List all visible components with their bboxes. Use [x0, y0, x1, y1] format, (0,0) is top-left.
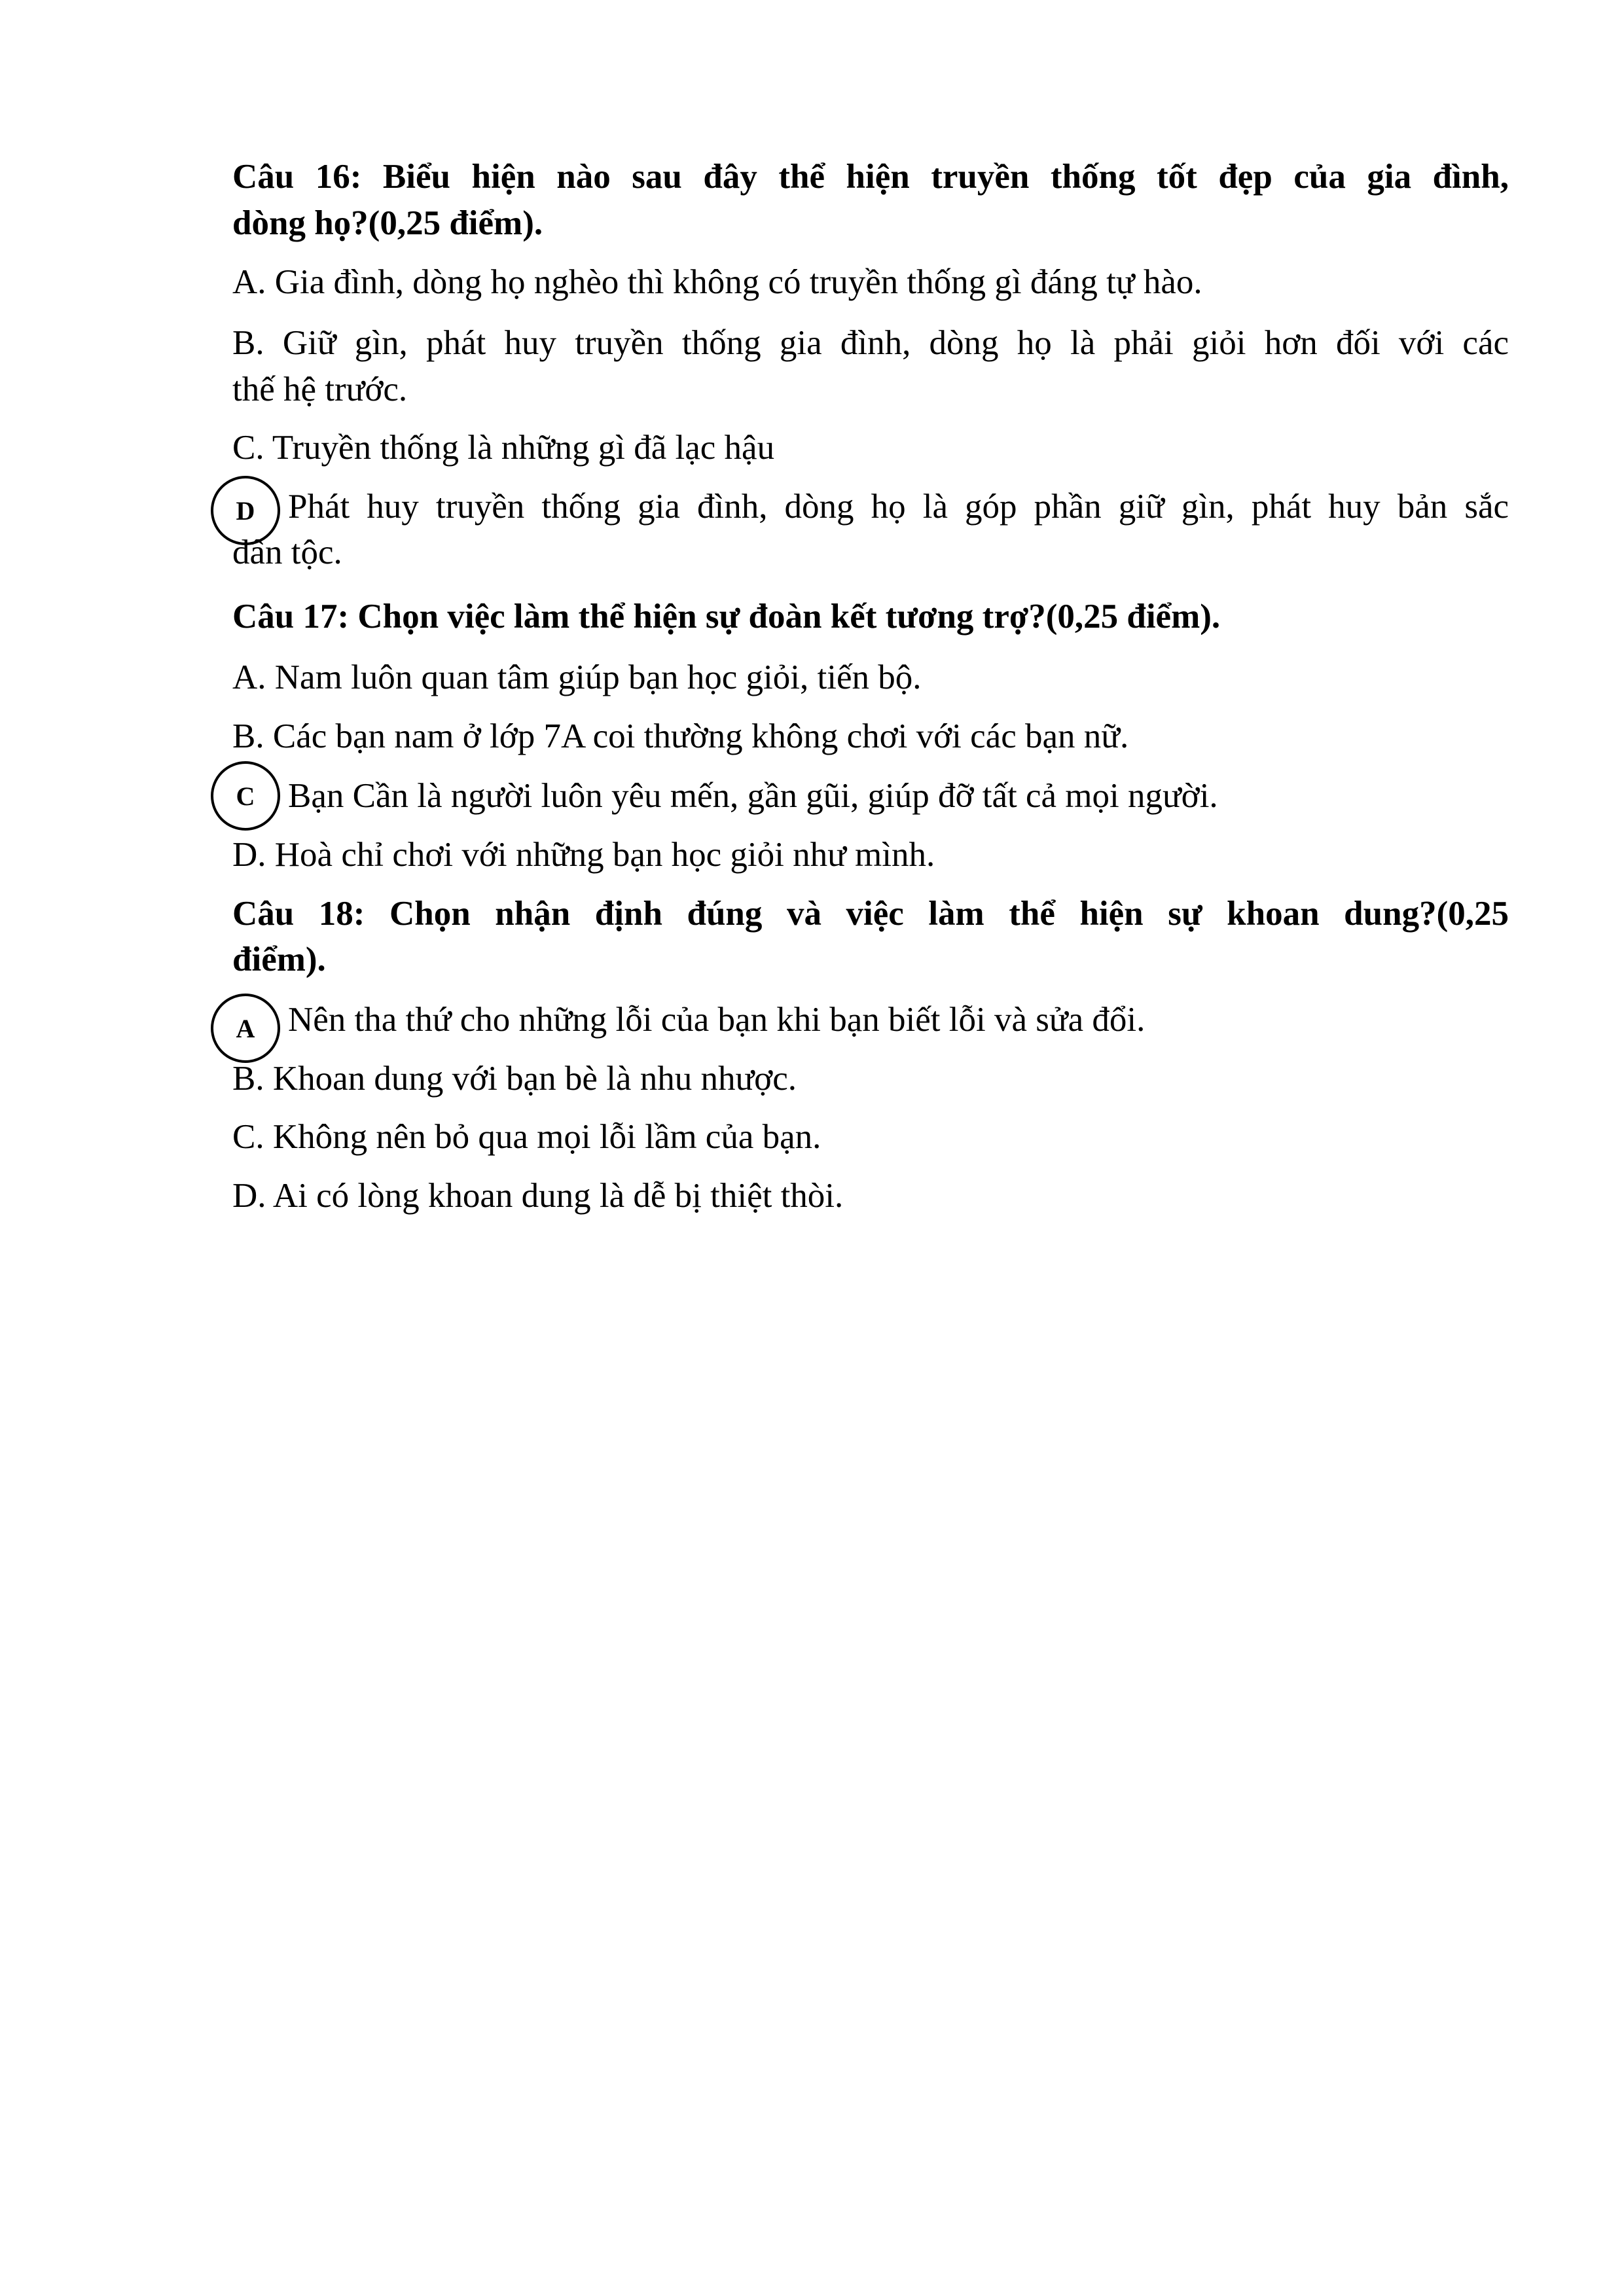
question-16-option-a: A. Gia đình, dòng họ nghèo thì không có truyền thống gì đáng tự hào. [232, 263, 1202, 301]
question-16-option-b-line1: B. Giữ gìn, phát huy truyền thống gia đình, dòng họ là phải giỏi hơn đối với các [232, 324, 1509, 362]
answer-circle-d [211, 476, 280, 545]
question-17-option-a: A. Nam luôn quan tâm giúp bạn học giỏi, tiến bộ. [232, 658, 922, 696]
question-16-title-line2: dòng họ?(0,25 điểm). [232, 204, 543, 242]
question-18-title-line2: điểm). [232, 941, 326, 978]
answer-circle-letter: A [236, 1013, 255, 1043]
question-17-title: Câu 17: Chọn việc làm thể hiện sự đoàn kết tương trợ?(0,25 điểm). [232, 598, 1221, 636]
question-17-option-b: B. Các bạn nam ở lớp 7A coi thường không chơi với các bạn nữ. [232, 717, 1129, 755]
question-18-option-d: D. Ai có lòng khoan dung là dễ bị thiệt thòi. [232, 1177, 844, 1215]
question-17-option-c: Bạn Cần là người luôn yêu mến, gần gũi, giúp đỡ tất cả mọi người. [288, 777, 1218, 815]
question-16-option-d-line2: dân tộc. [232, 533, 342, 571]
question-16-option-d-line1: Phát huy truyền thống gia đình, dòng họ là góp phần giữ gìn, phát huy bản sắc [288, 488, 1509, 526]
question-16-option-b-line2: thế hệ trước. [232, 370, 408, 408]
question-16-option-c: C. Truyền thống là những gì đã lạc hậu [232, 429, 775, 467]
answer-circle-a [211, 994, 280, 1063]
answer-circle-letter: D [236, 495, 255, 526]
question-18-option-c: C. Không nên bỏ qua mọi lỗi lầm của bạn. [232, 1118, 821, 1156]
question-17-option-d: D. Hoà chỉ chơi với những bạn học giỏi như mình. [232, 836, 935, 874]
answer-circle-letter: C [236, 781, 255, 811]
question-18-option-a: Nên tha thứ cho những lỗi của bạn khi bạn biết lỗi và sửa đổi. [288, 1001, 1146, 1039]
question-18-option-b: B. Khoan dung với bạn bè là nhu nhược. [232, 1060, 797, 1098]
question-18-title-line1: Câu 18: Chọn nhận định đúng và việc làm thể hiện sự khoan dung?(0,25 [232, 895, 1509, 933]
question-16-title-line1: Câu 16: Biểu hiện nào sau đây thể hiện truyền thống tốt đẹp của gia đình, [232, 158, 1509, 196]
answer-circle-c [211, 761, 280, 831]
